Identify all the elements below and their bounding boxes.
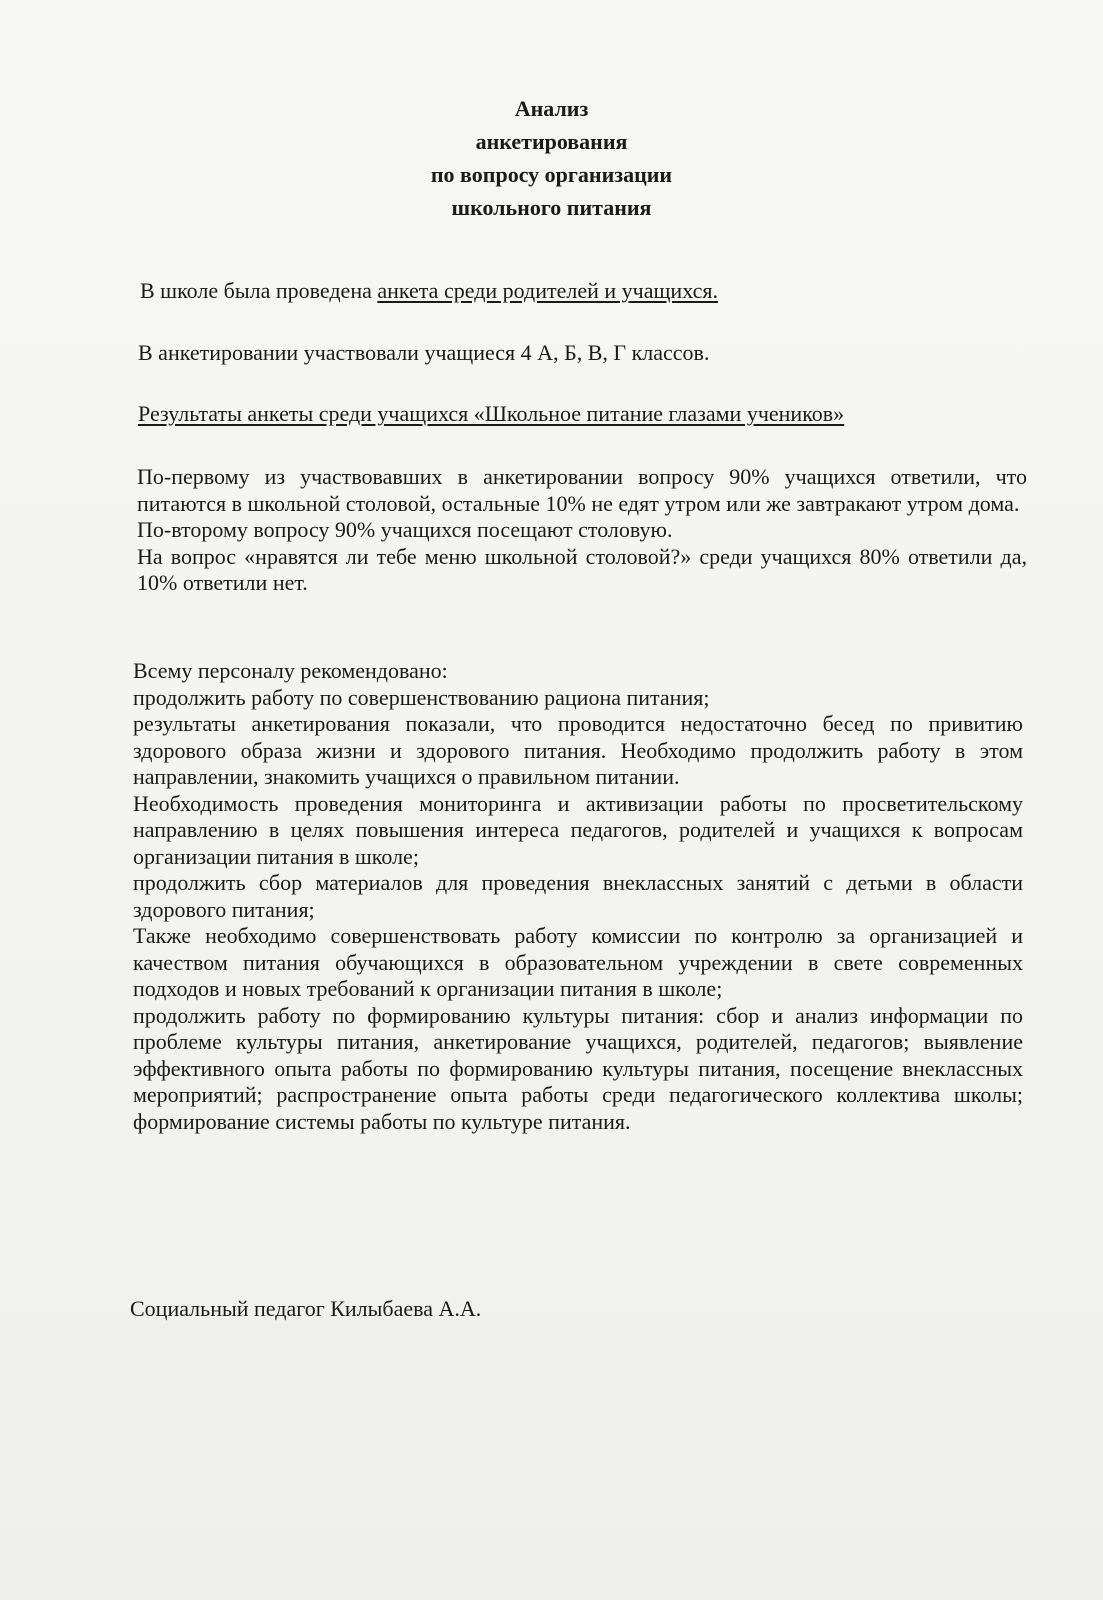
recommendation-item: продолжить сбор материалов для проведения внеклассных занятий с детьми в области здорового питания; [133,870,1023,922]
survey-statement-underlined: анкета среди родителей и учащихся. [377,278,718,303]
recommendation-item: Необходимость проведения мониторинга и активизации работы по просветительскому направлению в целях повышения интереса педагогов, родителей и учащихся к вопросам организации питания в школе; [133,790,1023,869]
survey-statement [140,278,718,304]
document-title [0,92,1103,224]
results-heading: Результаты анкеты среди учащихся «Школьное питание глазами учеников» [138,401,845,426]
recommendation-item: Также необходимо совершенствовать работу комиссии по контролю за организацией и качеством питания обучающихся в образовательном учреждении в свете современных подходов и новых требований к организации питания в школе; [133,923,1023,1001]
signature: Социальный педагог Килыбаева А.А. [130,1296,482,1321]
result-paragraph-2: По-второму вопросу 90% учащихся посещают столовую. [137,517,673,542]
title-line-1: Анализ [514,96,589,121]
recommendation-item: результаты анкетирования показали, что проводится недостаточно бесед по привитию здорового образа жизни и здорового питания. Необходимо продолжить работу в этом направлении, знакомить учащихся о правильном питании. [133,711,1023,789]
recommendations-heading: Всему персоналу рекомендовано: [133,658,448,683]
title-line-2: анкетирования [475,129,628,154]
survey-statement-prefix: В школе была проведена [140,278,378,303]
recommendation-item: продолжить работу по совершенствованию рациона питания; [133,684,710,710]
recommendations-section [133,658,1023,1135]
results-section [137,464,1027,597]
participants-statement: В анкетировании участвовали учащиеся 4 А, Б, В, Г классов. [138,340,710,365]
recommendation-item: продолжить работу по формированию культуры питания: сбор и анализ информации по проблеме культуры питания, анкетирование учащихся, родителей, педагогов; выявление эффективного опыта работы по формированию культуры питания, посещение внеклассных мероприятий; распространение опыта работы среди педагогического коллектива школы; формирование системы работы по культуре питания. [133,1002,1023,1134]
result-paragraph-1: По-первому из участвовавших в анкетировании вопросу 90% учащихся ответили, что питаются в школьной столовой, остальные 10% не едят утром или же завтракают утром дома. [137,464,1027,516]
title-line-4: школьного питания [451,195,652,220]
title-line-3: по вопросу организации [430,162,673,187]
result-paragraph-3: На вопрос «нравятся ли тебе меню школьной столовой?» среди учащихся 80% ответили да, 10% ответили нет. [137,543,1027,595]
